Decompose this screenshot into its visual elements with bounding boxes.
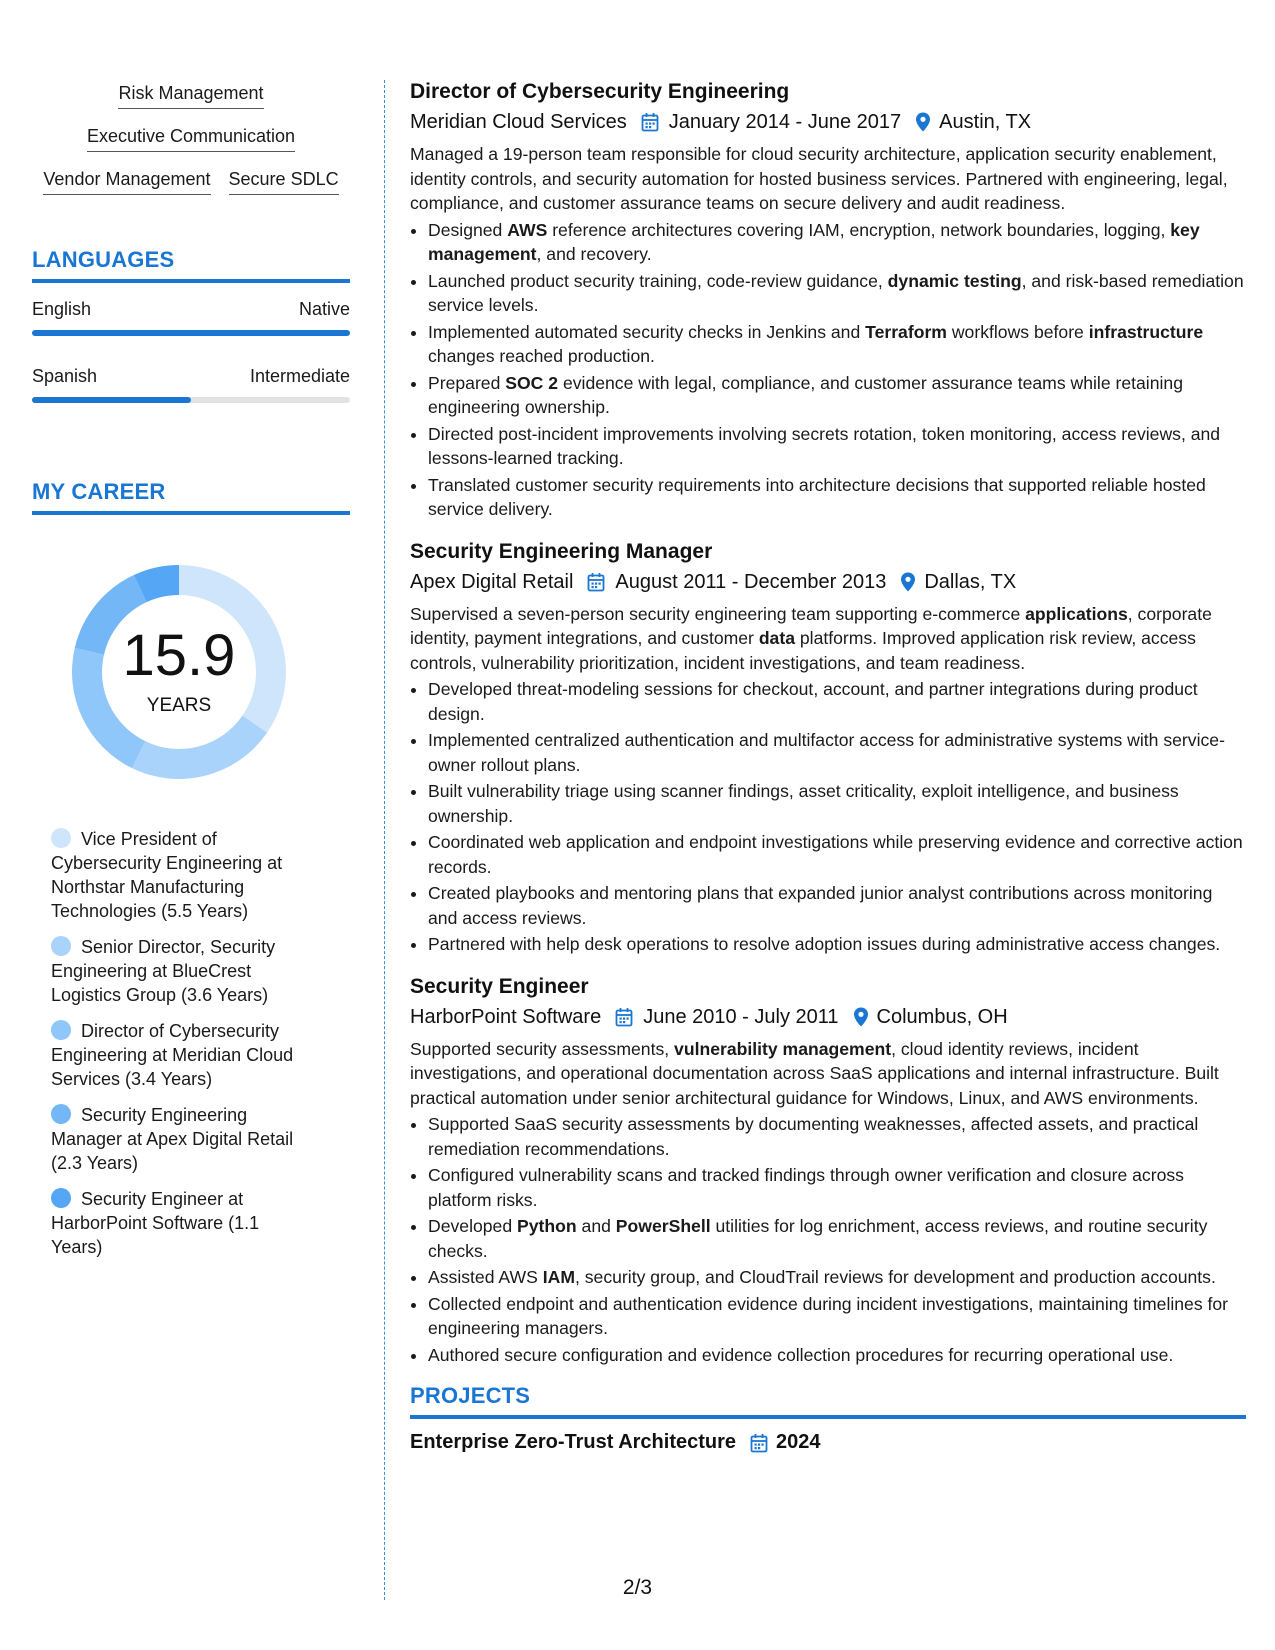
text-run: Supervised a seven-person security engineering team supporting e-commerce (410, 603, 1026, 624)
bold-keyword: SOC 2 (505, 372, 559, 393)
job-meta (410, 568, 1246, 596)
job-dates: June 2010 - July 2011 (643, 1005, 839, 1028)
legend-item (51, 827, 311, 923)
bullet-item (428, 1112, 1246, 1161)
bullet-item (428, 1265, 1246, 1290)
language-proficiency-bar (32, 397, 350, 403)
text-run: Implemented centralized authentication and multifactor access for administrative systems with service-owner rollout plans. (428, 730, 1225, 775)
bullet-item (428, 1214, 1246, 1263)
text-run: , security group, and CloudTrail reviews for development and production accounts. (574, 1267, 1216, 1287)
legend-label: Security Engineering Manager at Apex Digital Retail (2.3 Years) (51, 1105, 294, 1173)
project-year: 2024 (776, 1431, 821, 1453)
calendar-icon (641, 112, 659, 132)
text-run: Collected endpoint and authentication evidence during incident investigations, maintaining timelines for engineering managers. (428, 1293, 1229, 1338)
legend-item (51, 1019, 311, 1091)
projects-heading: PROJECTS (410, 1383, 1246, 1419)
bold-keyword: PowerShell (615, 1216, 711, 1236)
calendar-icon (587, 572, 605, 592)
bullet-item (428, 830, 1246, 879)
text-run: Configured vulnerability scans and tracked findings through owner verification and closure across platform risks. (428, 1165, 1184, 1210)
skill-tag: Risk Management (118, 82, 263, 109)
language-proficiency-fill (32, 397, 191, 403)
legend-item (51, 935, 311, 1007)
bold-keyword: Terraform (865, 321, 947, 342)
page-number: 2/3 (622, 1576, 653, 1599)
bullet-item (428, 422, 1246, 471)
job-location: Columbus, OH (876, 1005, 1008, 1028)
bullet-item (428, 677, 1246, 726)
skills-row-2 (32, 125, 350, 152)
job-location: Dallas, TX (924, 570, 1017, 593)
text-run: and (576, 1216, 616, 1236)
text-run: Managed a 19-person team responsible for cloud security architecture, application security enablement, identity controls, and security automation for hosted business services. Partnered with engineering, legal, compliance, and customer assurance teams on secure delivery and audit readiness. (410, 144, 1228, 213)
career-donut-chart (64, 557, 294, 787)
legend-label: Director of Cybersecurity Engineering at Meridian Cloud Services (3.4 Years) (51, 1021, 294, 1089)
legend-label: Senior Director, Security Engineering at BlueCrest Logistics Group (3.6 Years) (51, 937, 276, 1005)
map-pin-icon (853, 1007, 869, 1027)
bold-keyword: infrastructure (1088, 321, 1204, 342)
sidebar (32, 82, 350, 1271)
text-run: Directed post-incident improvements involving secrets rotation, token monitoring, access reviews, and lessons-learned tracking. (428, 423, 1221, 468)
job-dates: January 2014 - June 2017 (668, 111, 902, 133)
text-run: Created playbooks and mentoring plans that expanded junior analyst contributions across monitoring and access reviews. (428, 883, 1213, 928)
text-run: Developed (428, 1216, 518, 1236)
text-run: workflows before (946, 321, 1089, 342)
language-name: Spanish (32, 366, 98, 386)
job-meta (410, 1003, 1246, 1031)
text-run: evidence with legal, compliance, and customer assurance teams while retaining engineering ownership. (428, 372, 1183, 417)
job-summary (410, 602, 1246, 676)
bullet-item (428, 1163, 1246, 1212)
language-row (32, 299, 350, 320)
job-meta (410, 108, 1246, 136)
job-entry (410, 78, 1246, 522)
language-level: Intermediate (249, 366, 350, 386)
text-run: Prepared (428, 372, 506, 393)
text-run: Translated customer security requirements into architecture decisions that supported reliable hosted service delivery. (428, 474, 1206, 519)
job-location: Austin, TX (939, 111, 1032, 133)
bold-keyword: key management (428, 219, 1200, 264)
calendar-icon (750, 1433, 768, 1453)
column-divider (384, 80, 385, 1600)
career-total-unit: YEARS (146, 695, 212, 716)
career-total-years: 15.9 (122, 623, 236, 688)
bullet-item (428, 728, 1246, 777)
skills-row-3 (32, 168, 350, 195)
languages-heading: LANGUAGES (32, 247, 350, 283)
job-title: Security Engineer (410, 974, 589, 998)
text-run: reference architectures covering IAM, encryption, network boundaries, logging, (547, 219, 1171, 240)
career-legend (51, 827, 311, 1259)
skill-tag: Vendor Management (43, 168, 210, 195)
calendar-icon (615, 1007, 633, 1027)
map-pin-icon (915, 112, 931, 132)
language-row (32, 366, 350, 387)
text-run: Supported SaaS security assessments by documenting weaknesses, affected assets, and practical remediation recommendations. (428, 1114, 1199, 1159)
text-run: Developed threat-modeling sessions for checkout, account, and partner integrations during product design. (428, 679, 1198, 724)
job-entry (410, 973, 1246, 1368)
bullet-item (428, 473, 1246, 522)
text-run: Implemented automated security checks in Jenkins and (428, 321, 866, 342)
bold-keyword: data (758, 628, 795, 648)
bold-keyword: vulnerability management (674, 1038, 892, 1059)
legend-dot (51, 936, 71, 956)
bullet-item (428, 1292, 1246, 1341)
job-title: Director of Cybersecurity Engineering (410, 80, 790, 103)
job-bullets (410, 218, 1246, 522)
bold-keyword: applications (1025, 603, 1128, 624)
project-item (410, 1431, 1246, 1454)
bullet-item (428, 881, 1246, 930)
text-run: Partnered with help desk operations to resolve adoption issues during administrative access changes. (428, 934, 1221, 954)
job-dates: August 2011 - December 2013 (615, 570, 887, 593)
text-run: Assisted AWS (428, 1267, 543, 1287)
text-run: Launched product security training, code-review guidance, (428, 270, 888, 291)
donut-center (64, 557, 294, 787)
language-proficiency-fill (32, 330, 350, 336)
bullet-item (428, 218, 1246, 267)
language-level: Native (298, 299, 350, 319)
language-name: English (32, 299, 92, 319)
bold-keyword: Python (517, 1216, 577, 1236)
bold-keyword: AWS (507, 219, 548, 240)
map-pin-icon (900, 572, 916, 592)
text-run: , cloud identity reviews, incident investigations, and operational documentation across SaaS applications and internal infrastructure. Built practical automation under senior architectural guidance for Windows, Linux, and AWS environments. (410, 1038, 1219, 1108)
text-run: , corporate identity, payment integrations, and customer (410, 603, 1212, 648)
job-entry (410, 538, 1246, 957)
legend-dot (51, 1104, 71, 1124)
company-name: Apex Digital Retail (410, 570, 574, 593)
text-run: Built vulnerability triage using scanner findings, asset criticality, exploit intelligence, and business ownership. (428, 781, 1179, 826)
bold-keyword: dynamic testing (887, 270, 1022, 291)
project-name: Enterprise Zero-Trust Architecture (410, 1431, 737, 1453)
legend-label: Vice President of Cybersecurity Engineering at Northstar Manufacturing Technologies (5.5 Years) (51, 829, 283, 921)
company-name: HarborPoint Software (410, 1005, 602, 1028)
legend-label: Security Engineer at HarborPoint Software (1.1 Years) (51, 1189, 260, 1257)
company-name: Meridian Cloud Services (410, 111, 627, 133)
bullet-item (428, 932, 1246, 957)
job-bullets (410, 677, 1246, 957)
career-heading: MY CAREER (32, 479, 350, 515)
text-run: Supported security assessments, (410, 1038, 675, 1059)
experience-column (410, 78, 1246, 1454)
bold-keyword: IAM (542, 1267, 575, 1287)
job-bullets (410, 1112, 1246, 1367)
legend-item (51, 1103, 311, 1175)
language-proficiency-bar (32, 330, 350, 336)
text-run: changes reached production. (428, 346, 655, 366)
legend-dot (51, 828, 71, 848)
job-title: Security Engineering Manager (410, 539, 713, 563)
job-summary (410, 1037, 1246, 1111)
legend-item (51, 1187, 311, 1259)
bullet-item (428, 320, 1246, 369)
text-run: Designed (428, 219, 508, 240)
bullet-item (428, 269, 1246, 318)
legend-dot (51, 1020, 71, 1040)
text-run: Coordinated web application and endpoint investigations while preserving evidence and corrective action records. (428, 832, 1243, 877)
skills-row-1 (32, 82, 350, 109)
text-run: platforms. Improved application risk review, access controls, vulnerability prioritization, incident investigations, and team readiness. (410, 628, 1196, 673)
text-run: utilities for log enrichment, access reviews, and routine security checks. (428, 1216, 1208, 1261)
bullet-item (428, 1343, 1246, 1368)
bullet-item (428, 779, 1246, 828)
skill-tag: Executive Communication (87, 125, 295, 152)
skill-tag: Secure SDLC (229, 168, 339, 195)
legend-dot (51, 1188, 71, 1208)
bullet-item (428, 371, 1246, 420)
job-summary (410, 142, 1246, 216)
text-run: Authored secure configuration and evidence collection procedures for recurring operational use. (428, 1344, 1174, 1365)
text-run: , and recovery. (536, 244, 652, 264)
text-run: , and risk-based remediation service levels. (428, 270, 1244, 315)
